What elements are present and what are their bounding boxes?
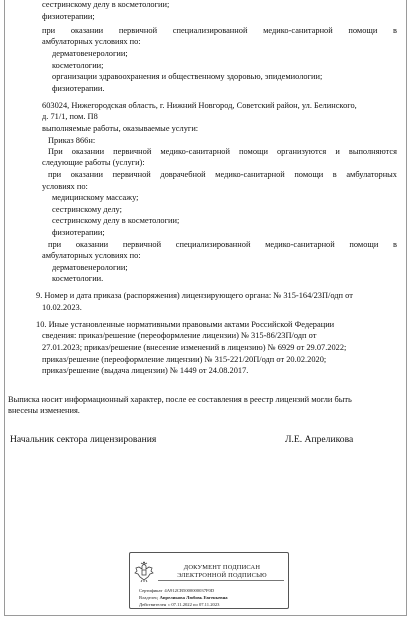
list-item: при оказании первичной доврачебной медико-санитарной помощи в амбулаторных [48, 170, 397, 179]
signatory-name: Л.Е. Апреликова [285, 434, 354, 445]
list-item: косметологии. [52, 274, 104, 283]
address-line: д. 71/1, пом. П8 [42, 112, 98, 121]
item-10-line: 10. Иные установленные нормативными правовыми актами Российской Федерации [36, 320, 335, 329]
certificate-label: Сертификат [139, 588, 163, 593]
validity-value: с 07.11.2022 по 07.11.2023 [168, 602, 220, 607]
owner-value: Апреликова Любовь Евгеньевна [159, 595, 228, 600]
owner-label: Владелец [139, 595, 158, 600]
stamp-subtitle: ЭЛЕКТРОННОЙ ПОДПИСЬЮ [177, 572, 267, 579]
list-item: амбулаторных условиях по: [42, 251, 141, 260]
electronic-signature-stamp [129, 552, 289, 609]
disclaimer-note: внесены изменения. [8, 406, 80, 415]
item-10-line: 27.01.2023; приказ/решение (внесение изменений в лицензию) № 6929 от 29.07.2022; [42, 343, 347, 352]
item-10-line: приказ/решение (переоформление лицензии) № 315-221/20П/одп от 20.02.2020; [42, 355, 327, 364]
stamp-title: ДОКУМЕНТ ПОДПИСАН [183, 564, 261, 571]
certificate-value: 4A912CB5000000037F0D [164, 588, 215, 593]
list-item: косметологии; [52, 61, 104, 70]
document-page [4, 0, 407, 616]
list-item: медицинскому массажу; [52, 193, 139, 202]
russian-eagle-emblem-icon [134, 561, 154, 583]
list-item: при оказании первичной специализированной медико-санитарной помощи в [48, 240, 397, 249]
item-9-line: 9. Номер и дата приказа (распоряжения) лицензирующего органа: № 315-164/23П/одп от [36, 291, 353, 300]
stamp-owner [139, 595, 228, 601]
item-10-line: приказ/решение (выдача лицензии) № 1449 от 24.08.2017. [42, 366, 249, 375]
list-item: организации здравоохранения и общественному здоровью, эпидемиологии; [52, 72, 323, 81]
item-9-line: 10.02.2023. [42, 303, 82, 312]
list-item: амбулаторных условиях по: [42, 37, 141, 46]
order-label: Приказ 866н: [48, 136, 96, 145]
section-label: выполняемые работы, оказываемые услуги: [42, 124, 199, 133]
validity-label: Действителен [139, 602, 167, 607]
list-item: физиотерапии; [42, 12, 95, 21]
list-item: сестринскому делу в косметологии; [52, 216, 180, 225]
list-item: дерматовенерологии; [52, 49, 128, 58]
item-10-line: сведения: приказ/решение (переоформление лицензии) № 315-86/23П/одп от [42, 331, 317, 340]
address-line: 603024, Нижегородская область, г. Нижний Новгород, Советский район, ул. Белинского, [42, 101, 357, 110]
list-item: сестринскому делу в косметологии; [42, 0, 170, 9]
list-item: условиях по: [42, 182, 88, 191]
list-item: следующие работы (услуги): [42, 158, 145, 167]
disclaimer-note: Выписка носит информационный характер, после ее составления в реестр лицензий могли быть [8, 395, 352, 404]
list-item: При оказании первичной медико-санитарной помощи организуются и выполняются [48, 147, 397, 156]
signatory-position: Начальник сектора лицензирования [10, 434, 157, 445]
stamp-certificate [139, 588, 214, 594]
list-item: дерматовенерологии; [52, 263, 128, 272]
list-item: физиотерапии; [52, 228, 105, 237]
stamp-validity [139, 602, 219, 608]
stamp-divider [158, 580, 284, 581]
list-item: сестринскому делу; [52, 205, 122, 214]
list-item: физиотерапии. [52, 84, 105, 93]
list-item: при оказании первичной специализированной медико-санитарной помощи в [42, 26, 397, 35]
